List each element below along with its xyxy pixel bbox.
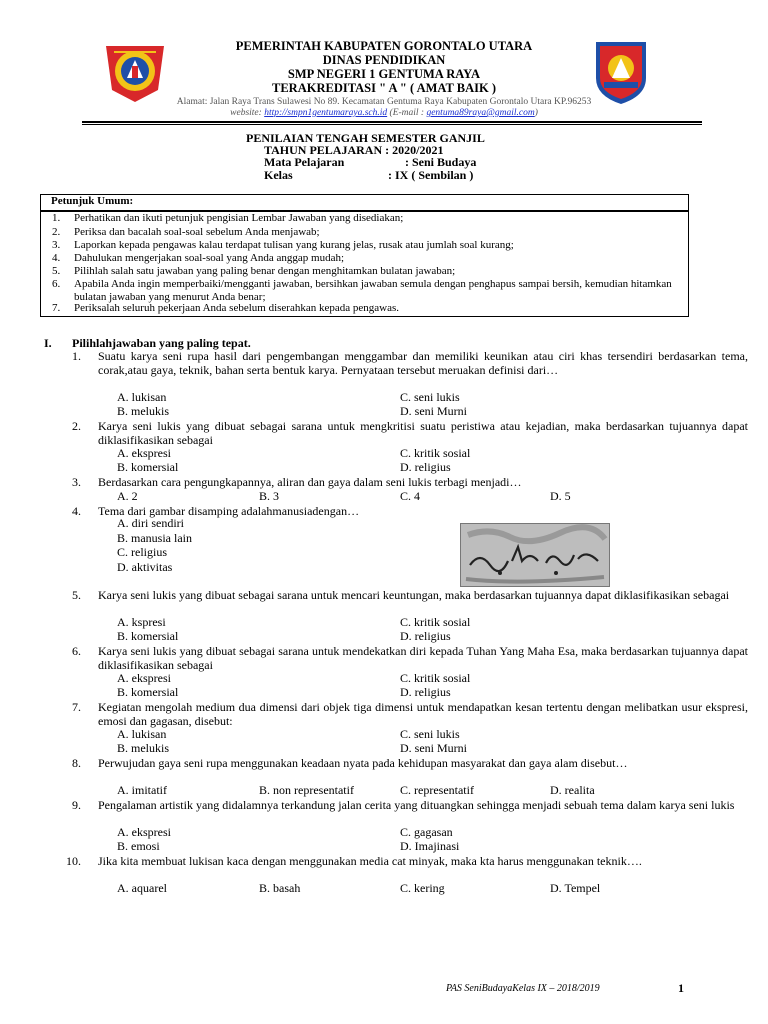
answer-option[interactable]: C. gagasan (400, 825, 453, 839)
instruction-text: Laporkan kepada pengawas kalau terdapat tulisan yang kurang jelas, rusak atau jumlah soal kurang; (74, 239, 514, 251)
answer-option[interactable]: B. 3 (259, 489, 280, 503)
calligraphy-painting-image (460, 523, 610, 587)
instruction-number: 6. (52, 278, 61, 290)
question-number: 1. (72, 349, 81, 363)
question-text: Tema dari gambar disamping adalahmanusiadengan… (98, 504, 360, 518)
header-contact (0, 107, 768, 119)
page-number: 1 (678, 981, 684, 995)
email-label: (E-mail : (387, 108, 427, 118)
answer-option[interactable]: B. melukis (117, 741, 170, 755)
instruction-number: 4. (52, 252, 61, 264)
header-department: DINAS PENDIDIKAN (322, 53, 446, 67)
instruction-text: Periksa dan bacalah soal-soal sebelum Anda menjawab; (74, 226, 320, 238)
answer-option[interactable]: D. seni Murni (400, 741, 467, 755)
section-number: I. (44, 336, 52, 350)
answer-option[interactable]: D. aktivitas (117, 559, 173, 574)
header-divider-thin (82, 124, 702, 125)
instruction-text: Perhatikan dan ikuti petunjuk pengisian Lembar Jawaban yang disediakan; (74, 212, 404, 224)
answer-option[interactable]: B. melukis (117, 404, 170, 418)
answer-option[interactable]: A. imitatif (117, 783, 167, 797)
instruction-text: Apabila Anda ingin memperbaiki/mengganti jawaban, bersihkan jawaban semula dengan penghapus sampai bersih, kemudian hitamkan bulatan jawaban yang menurut Anda benar; (74, 278, 672, 303)
answer-option[interactable]: B. komersial (117, 460, 179, 474)
website-label: website: (230, 108, 265, 118)
email-link[interactable]: gentuma89raya@gmail.com (426, 108, 535, 118)
instruction-number: 1. (52, 212, 61, 224)
answer-option[interactable]: B. basah (259, 881, 301, 895)
exam-year: TAHUN PELAJARAN : 2020/2021 (264, 143, 444, 157)
instruction-text: Pilihlah salah satu jawaban yang paling benar dengan menghitamkan bulatan jawaban; (74, 265, 456, 277)
question-text: Perwujudan gaya seni rupa menggunakan keadaan nyata pada kehidupan masyarakat dan gaya alam disebut… (98, 756, 628, 770)
instructions-heading-box (40, 194, 689, 211)
class-value: : IX ( Sembilan ) (388, 168, 474, 182)
answer-option[interactable]: A. lukisan (117, 390, 167, 404)
instruction-number: 2. (52, 226, 61, 238)
question-number: 9. (72, 798, 81, 812)
answer-option[interactable]: C. seni lukis (400, 727, 460, 741)
question-number: 8. (72, 756, 81, 770)
header-address: Alamat: Jalan Raya Trans Sulawesi No 89. Kecamatan Gentuma Raya Kabupaten Gorontalo Utara KP.96253 (176, 97, 592, 107)
answer-option[interactable]: A. diri sendiri (117, 516, 184, 530)
answer-option[interactable]: A. lukisan (117, 727, 167, 741)
answer-option[interactable]: D. seni Murni (400, 404, 467, 418)
header-divider (82, 121, 702, 123)
header-government: PEMERINTAH KABUPATEN GORONTALO UTARA (235, 39, 533, 53)
question-number: 5. (72, 588, 81, 602)
answer-option[interactable]: B. non representatif (259, 783, 354, 797)
answer-option[interactable]: C. kritik sosial (400, 671, 471, 685)
section-title: Pilihlahjawaban yang paling tepat. (72, 336, 251, 350)
answer-option[interactable]: C. kritik sosial (400, 615, 471, 629)
answer-option[interactable]: D. Imajinasi (400, 839, 460, 853)
footer-text: PAS SeniBudayaKelas IX – 2018/2019 (446, 983, 600, 994)
answer-option[interactable]: A. aquarel (117, 881, 167, 895)
answer-option[interactable]: A. ekspresi (117, 446, 171, 460)
answer-option[interactable]: B. manusia lain (117, 530, 192, 545)
answer-option[interactable]: A. ekspresi (117, 671, 171, 685)
answer-option[interactable]: D. realita (550, 783, 595, 797)
answer-option[interactable]: B. komersial (117, 629, 179, 643)
answer-option[interactable]: C. 4 (400, 489, 421, 503)
answer-option[interactable]: D. Tempel (550, 881, 601, 895)
instruction-number: 7. (52, 302, 61, 314)
website-link[interactable]: http://smpn1gentumaraya.sch.id (264, 108, 388, 118)
answer-option[interactable]: C. religius (117, 545, 167, 559)
section-heading (44, 336, 251, 351)
answer-option[interactable]: C. kritik sosial (400, 446, 471, 460)
question-text: Suatu karya seni rupa hasil dari pengembangan menggambar dan memiliki keunikan atau ciri khas tersendiri berdasarkan tema, corak,atau gaya, teknik, bahan serta bentuk karya. Pernyataan tersebut meruakan definisi dari… (98, 349, 748, 377)
question-text: Pengalaman artistik yang didalamnya terkandung jalan cerita yang dituangkan sehingga menjadi sebuah tema dalam karya seni lukis (98, 798, 735, 812)
answer-option[interactable]: D. religius (400, 629, 451, 643)
answer-option[interactable]: D. religius (400, 460, 451, 474)
header-accreditation: TERAKREDITASI " A " ( AMAT BAIK ) (272, 81, 496, 95)
instruction-number: 3. (52, 239, 61, 251)
header-school: SMP NEGERI 1 GENTUMA RAYA (287, 67, 481, 81)
subject-label: Mata Pelajaran (264, 155, 345, 169)
class-label: Kelas (264, 168, 293, 182)
question-number: 6. (72, 644, 81, 658)
question-text: Kegiatan mengolah medium dua dimensi dari objek tiga dimensi untuk mendapatkan kesan tertentu dengan melibatkan usur ekspresi, emosi dan gagasan, disebut: (98, 700, 748, 728)
answer-option[interactable]: C. representatif (400, 783, 474, 797)
question-number: 4. (72, 504, 81, 518)
question-number: 10. (66, 854, 81, 868)
question-text: Karya seni lukis yang dibuat sebagai sarana untuk mengkritisi suatu peristiwa atau kejadian, maka berdasarkan tujuannya dapat diklasifikasikan sebagai (98, 419, 748, 447)
answer-option[interactable]: D. 5 (550, 489, 571, 503)
question-number: 2. (72, 419, 81, 433)
question-number: 3. (72, 475, 81, 489)
question-text: Berdasarkan cara pengungkapannya, aliran dan gaya dalam seni lukis terbagi menjadi… (98, 475, 522, 489)
exam-title: PENILAIAN TENGAH SEMESTER GANJIL (246, 131, 485, 145)
answer-option[interactable]: B. emosi (117, 839, 160, 853)
answer-option[interactable]: C. kering (400, 881, 445, 895)
question-text: Karya seni lukis yang dibuat sebagai sarana untuk mencari keuntungan, maka berdasarkan tujuannya dapat diklasifikasikan sebagai (98, 588, 730, 602)
instruction-number: 5. (52, 265, 61, 277)
answer-option[interactable]: A. kspresi (117, 615, 166, 629)
instruction-text: Periksalah seluruh pekerjaan Anda sebelum diserahkan kepada pengawas. (74, 302, 399, 314)
answer-option[interactable]: D. religius (400, 685, 451, 699)
question-text: Karya seni lukis yang dibuat sebagai sarana untuk mendekatkan diri kepada Tuhan Yang Maha Esa, maka berdasarkan tujuannya dapat diklasifikasikan sebagai (98, 644, 748, 672)
answer-option[interactable]: B. komersial (117, 685, 179, 699)
instruction-text: Dahulukan mengerjakan soal-soal yang Anda anggap mudah; (74, 252, 345, 264)
answer-option[interactable]: C. seni lukis (400, 390, 460, 404)
answer-option[interactable]: A. 2 (117, 489, 138, 503)
email-close: ) (534, 108, 538, 118)
answer-option[interactable]: A. ekspresi (117, 825, 171, 839)
instructions-heading: Petunjuk Umum: (51, 195, 134, 207)
question-number: 7. (72, 700, 81, 714)
question-text: Jika kita membuat lukisan kaca dengan menggunakan media cat minyak, maka kta harus menggunakan teknik…. (98, 854, 642, 868)
subject-value: : Seni Budaya (405, 155, 477, 169)
